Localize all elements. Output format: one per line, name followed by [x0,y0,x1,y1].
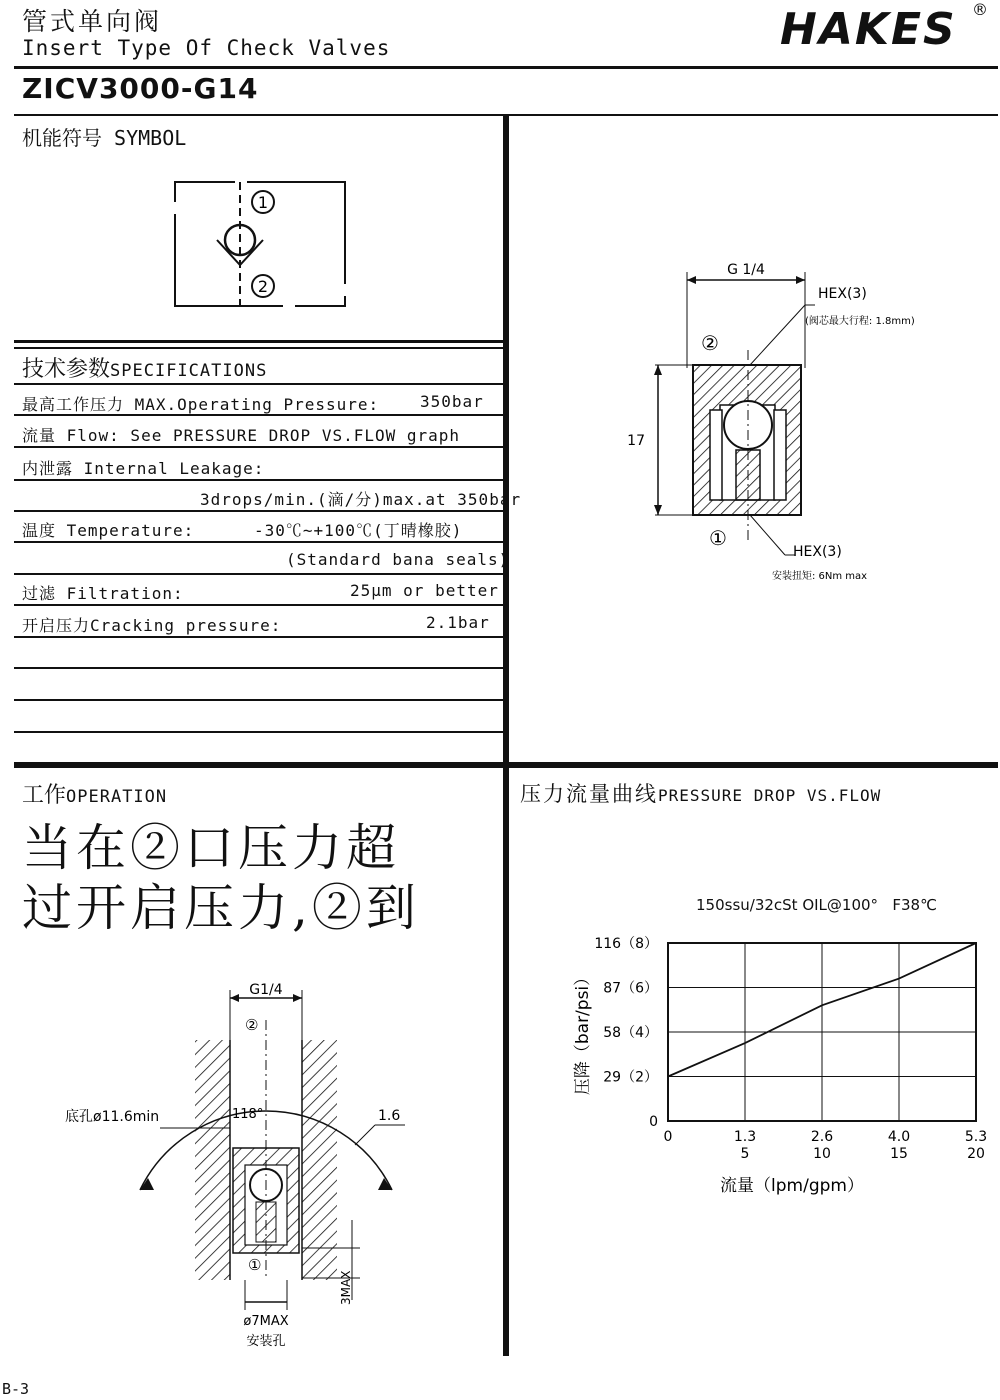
spec-line [14,636,504,638]
spec-line [14,573,504,575]
y-tick-label: 58（4） [603,1025,658,1041]
registered-mark: ® [972,0,988,19]
check-valve-symbol [160,170,360,320]
y-tick-label: 0 [649,1114,658,1130]
x-tick-label: 5.3 [964,1129,988,1145]
header-divider [14,66,998,69]
spec-value-filtration: 25μm or better [350,581,499,600]
spec-row-flow: 流量 Flow: See PRESSURE DROP VS.FLOW graph [22,426,461,445]
spec-value-pressure: 350bar [420,392,484,411]
y-tick-label: 29（2） [603,1069,658,1086]
brand-logo: HAKES [780,4,957,55]
symbol-port2-label: 2 [257,277,269,296]
cavity-thread-label: G1/4 [249,982,283,998]
spec-value-temperature: -30℃~+100℃(丁晴橡胶) [254,521,463,540]
x-tick-label-secondary: 10 [813,1146,831,1162]
spec-divider-top2 [14,347,504,349]
spec-line [14,541,504,543]
spec-value-leakage: 3drops/min.(滴/分)max.at 350bar [200,490,522,509]
depth-label: 3MAX [339,1270,353,1305]
spec-row-cracking: 开启压力Cracking pressure: [22,616,282,635]
spec-line [14,667,504,669]
valve-dimension-drawing [600,250,960,600]
spec-title: 技术参数SPECIFICATIONS [22,357,268,382]
cavity-port1: ① [248,1256,262,1274]
operation-line1: 当在②口压力超 [22,819,400,877]
symbol-title: 机能符号 SYMBOL [22,126,187,150]
spec-line [14,510,504,512]
title-en: Insert Type Of Check Valves [22,36,391,60]
vertical-divider [503,116,509,1356]
bore-label: 底孔ø11.6min [65,1109,160,1125]
spec-value-cracking: 2.1bar [426,613,490,632]
graph-title: 压力流量曲线PRESSURE DROP VS.FLOW [520,782,882,806]
x-tick-label-secondary: 20 [967,1146,985,1162]
x-tick-label-secondary: 5 [740,1146,750,1162]
graph-condition: 150ssu/32cSt OIL@100° F38℃ [696,896,937,914]
spec-value-seals: (Standard bana seals) [286,550,510,569]
height-label: 17 [627,433,645,449]
x-tick-label: 0 [663,1129,673,1145]
operation-line2: 过开启压力,②到 [22,879,420,937]
spec-line [14,383,504,385]
hex-bottom-label: HEX(3) [793,544,842,560]
spec-line [14,699,504,701]
y-axis-label: 压降（bar/psi） [573,968,593,1096]
x-axis-label: 流量（lpm/gpm） [720,1176,864,1196]
x-tick-label: 1.3 [733,1129,757,1145]
spec-line [14,479,504,481]
operation-title: 工作OPERATION [22,783,168,808]
cavity-drawing [40,980,460,1360]
y-tick-label: 87（6） [603,980,658,997]
page-number: B-3 [2,1380,30,1398]
spec-line [14,604,504,606]
x-tick-label: 2.6 [810,1129,834,1145]
port1-marker: ① [709,526,727,550]
x-tick-label: 4.0 [887,1129,911,1145]
torque-note: 安装扭矩: 6Nm max [772,571,868,582]
spec-line [14,446,504,448]
hex-top-label: HEX(3) [818,286,867,302]
model-number: ZICV3000-G14 [22,72,259,105]
bottom-dia-label: ø7MAX [243,1314,289,1329]
spec-row-temperature: 温度 Temperature: [22,521,195,540]
section-divider-middle [14,762,998,768]
bottom-note: 安装孔 [246,1334,286,1349]
angle-label: 118° [232,1107,264,1122]
title-cn: 管式单向阀 [22,7,163,36]
spec-row-leakage: 内泄露 Internal Leakage: [22,459,265,478]
spec-divider-top [14,340,504,343]
stroke-note: (阀芯最大行程: 1.8mm) [805,316,915,327]
x-tick-label-secondary: 15 [890,1146,908,1162]
symbol-port1-label: 1 [257,193,269,212]
chamfer-label: 1.6 [378,1108,401,1124]
cavity-port2: ② [245,1016,259,1034]
spec-row-pressure: 最高工作压力 MAX.Operating Pressure: [22,395,380,414]
spec-line [14,414,504,416]
spec-line [14,731,504,733]
spec-row-filtration: 过滤 Filtration: [22,584,184,603]
y-tick-label: 116（8） [594,936,658,952]
port2-marker: ② [701,331,719,355]
thread-label: G 1/4 [727,262,765,278]
pressure-flow-chart [560,925,1000,1215]
